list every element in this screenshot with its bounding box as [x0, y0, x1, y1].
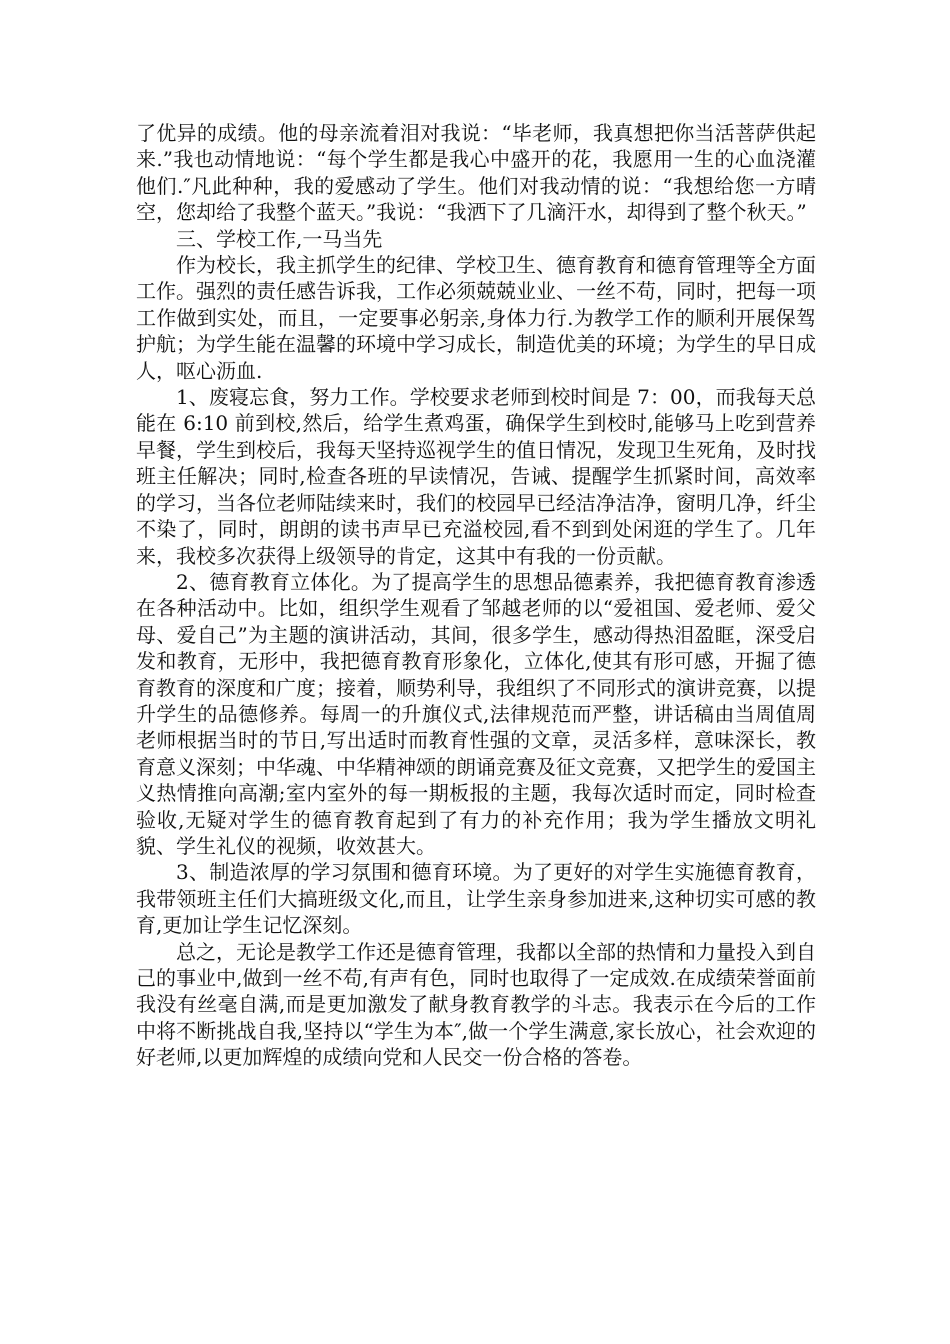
section-heading: 三、学校工作,一马当先 — [176, 226, 383, 251]
paragraph-continued: 了优异的成绩。他的母亲流着泪对我说：“毕老师，我真想把你当活菩萨供起来.”我也动情地说：“每个学生都是我心中盛开的花，我愿用一生的心血浇灌他们.″凡此种种，我的爱感动了学生。他们对我动情的说：“我想给您一方晴空，您却给了我整个蓝天。”我说：“我洒下了几滴汗水，却得到了整个秋天。” — [136, 121, 816, 225]
paragraph: 总之，无论是教学工作还是德育管理，我都以全部的热情和力量投入到自己的事业中,做到一丝不苟,有声有色，同时也取得了一定成效.在成绩荣誉面前我没有丝毫自满,而是更加激发了献身教育教学的斗志。我表示在今后的工作中将不断挑战自我,坚持以“学生为本″,做一个学生满意,家长放心，社会欢迎的好老师,以更加辉煌的成绩向党和人民交一份合格的答卷。 — [136, 939, 816, 1070]
paragraph: 3、制造浓厚的学习氛围和德育环境。为了更好的对学生实施德育教育，我带领班主任们大搞班级文化,而且，让学生亲身参加进来,这种切实可感的教育,更加让学生记忆深刻。 — [136, 860, 816, 938]
document-page — [136, 120, 816, 1071]
paragraph: 作为校长，我主抓学生的纪律、学校卫生、德育教育和德育管理等全方面工作。强烈的责任感告诉我，工作必须兢兢业业、一丝不苟，同时，把每一项工作做到实处，而且，一定要事必躬亲,身体力行.为教学工作的顺利开展保驾护航；为学生能在温馨的环境中学习成长，制造优美的环境；为学生的早日成人，呕心沥血. — [136, 253, 816, 383]
paragraph: 1、废寝忘食，努力工作。学校要求老师到校时间是 7：00，而我每天总能在 6:10 前到校,然后，给学生煮鸡蛋，确保学生到校时,能够马上吃到营养早餐，学生到校后，我每天坚持巡视学生的值日情况，发现卫生死角，及时找班主任解决；同时,检查各班的早读情况，告诫、提醒学生抓紧时间，高效率的学习，当各位老师陆续来时，我们的校园早已经洁净洁净，窗明几净，纤尘不染了，同时，朗朗的读书声早已充溢校园,看不到到处闲逛的学生了。几年来，我校多次获得上级领导的肯定，这其中有我的一份贡献。 — [136, 385, 816, 568]
paragraph: 2、德育教育立体化。为了提高学生的思想品德素养，我把德育教育渗透在各种活动中。比如，组织学生观看了邹越老师的以“爱祖国、爱老师、爱父母、爱自己”为主题的演讲活动，其间，很多学生，感动得热泪盈眶，深受启发和教育，无形中，我把德育教育形象化，立体化,使其有形可感，开掘了德育教育的深度和广度；接着，顺势利导，我组织了不同形式的演讲竞赛，以提升学生的品德修养。每周一的升旗仪式,法律规范而严整，讲话稿由当周值周老师根据当时的节日,写出适时而教育性强的文章，灵活多样，意味深长，教育意义深刻；中华魂、中华精神颂的朗诵竞赛及征文竞赛，又把学生的爱国主义热情推向高潮;室内室外的每一期板报的主题，我每次适时而定，同时检查验收,无疑对学生的德育教育起到了有力的补充作用；我为学生播放文明礼貌、学生礼仪的视频，收效甚大。 — [136, 569, 816, 858]
